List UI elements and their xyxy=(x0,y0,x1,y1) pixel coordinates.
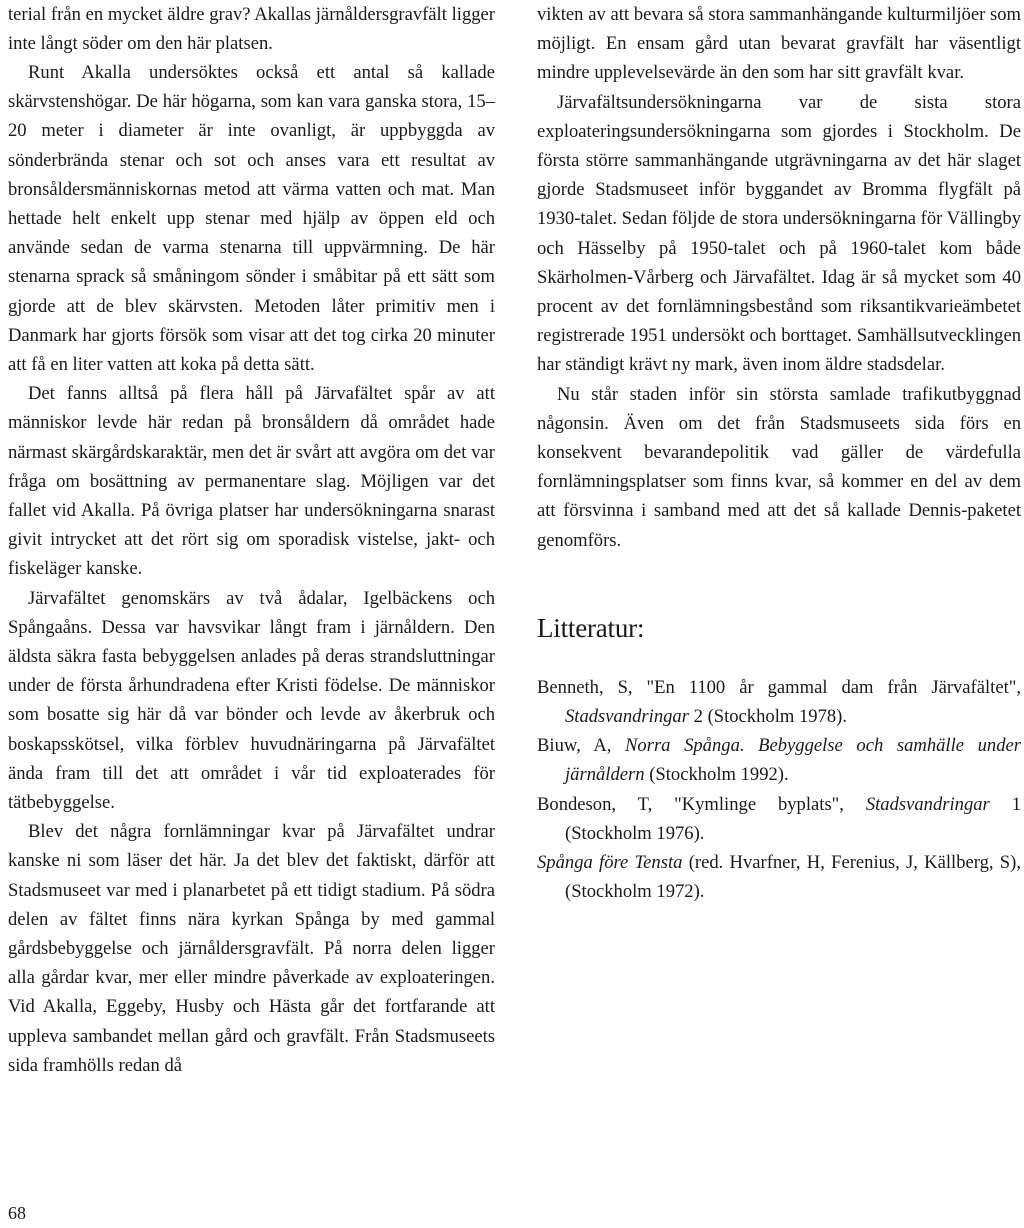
reference-item xyxy=(537,731,1021,789)
paragraph: Järvafältsundersökningarna var de sista stora exploateringsundersökningarna som gjordes i Stockholm. De första större sammanhängande utgrävningarna av det här slaget gjorde Stadsmuseet inför byggandet av Bromma flygfält på 1930-talet. Sedan följde de stora undersökningarna för Vällingby och Hässelby på 1950-talet och på 1960-talet kom både Skärholmen-Vårberg och Järvafältet. Idag är så mycket som 40 procent av det fornlämningsbestånd som riksantikvarieämbetet registrerade 1951 undersökt och borttaget. Samhällsutvecklingen har ständigt krävt ny mark, även inom äldre stadsdelar. xyxy=(537,91,1022,376)
left-column xyxy=(8,0,495,1080)
reference-text: Benneth, S, "En 1100 år gammal dam från Järvafältet", xyxy=(537,676,1021,698)
right-column xyxy=(537,0,1021,906)
reference-text: (Stockholm 1992). xyxy=(644,764,789,786)
paragraph: Runt Akalla undersöktes också ett antal så kallade skärvstenshögar. De här högarna, som kan vara ganska stora, 15–20 meter i diameter är inte ovanligt, är uppbyggda av sönderbrända stenar och sot och anses vara ett resultat av bronsåldersmänniskornas metod att värma vatten och mat. Man hettade helt enkelt upp stenar med hjälp av öppen eld och använde sedan de varma stenarna till uppvärmning. De här stenarna sprack så småningom sönder i småbitar på ett sätt som gjorde att de blev skärvsten. Metoden låter primitiv men i Danmark har gjorts försök som visar att det tog cirka 20 minuter att få en liter vatten att koka på detta sätt. xyxy=(8,61,495,375)
reference-text: 1 (Stockholm 1976). xyxy=(565,793,1021,844)
reference-text: 2 (Stockholm 1978). xyxy=(688,706,848,728)
paragraph: Nu står staden inför sin största samlade trafikutbyggnad någonsin. Även om det från Stadsmuseets sida förs en konsekvent bevarandepolitik vad gäller de värdefulla fornlämningsplatser som finns kvar, så kommer en del av dem att försvinna i samband med att det så kallade Dennis-paketet genomförs. xyxy=(537,383,1021,551)
paragraph: Järvafältet genomskärs av två ådalar, Igelbäckens och Spångaåns. Dessa var havsvikar långt fram i järnåldern. Den äldsta säkra fasta bebyggelsen anlades på deras strandsluttningar under de första århundradena efter Kristi födelse. De människor som bosatte sig här då var bönder och levde av åkerbruk och boskapsskötsel, vilka förblev huvudnäringarna på Järvafältet ända fram till det att området i vår tid exploaterades för tätbebyggelse. xyxy=(8,587,495,813)
reference-list xyxy=(537,673,1021,907)
paragraph: Det fanns alltså på flera håll på Järvafältet spår av att människor levde här redan på bronsåldern då området hade närmast skärgårdskaraktär, men det är svårt att avgöra om det var fråga om bosättning av permanentare slag. Möjligen var det fallet vid Akalla. På övriga platser har undersökningarna snarast givit intrycket att det rört sig om sporadisk vistelse, jakt- och fiskeläger kanske. xyxy=(8,383,495,580)
reference-text: Biuw, A, xyxy=(537,735,626,757)
reference-title: Stadsvandringar xyxy=(565,706,689,728)
reference-text: Bondeson, T, "Kymlinge byplats", xyxy=(537,793,866,815)
paragraph: vikten av att bevara så stora sammanhängande kulturmiljöer som möjligt. En ensam gård utan bevarat gravfält har väsentligt mindre upplevelsevärde än den som har sitt gravfält kvar. xyxy=(537,4,1021,84)
reference-item xyxy=(537,790,1021,848)
reference-item xyxy=(537,848,1021,906)
reference-title: Norra Spånga. Bebyggelse och samhälle under järnåldern xyxy=(565,735,1021,786)
reference-title: Stadsvandringar xyxy=(865,793,990,815)
reference-text: (red. Hvarfner, H, Ferenius, J, Källberg, S), (Stockholm 1972). xyxy=(565,852,1021,903)
page-number: 68 xyxy=(8,1203,26,1223)
paragraph: Blev det några fornlämningar kvar på Järvafältet undrar kanske ni som läser det här. Ja det blev det faktiskt, därför att Stadsmuseet var med i planarbetet på ett tidigt stadium. På södra delen av fältet finns nära kyrkan Spånga by med gammal gårdsbebyggelse och järnåldersgravfält. På norra delen ligger alla gårdar kvar, mer eller mindre påverkade av exploateringen. Vid Akalla, Eggeby, Husby och Hästa går det fortfarande att uppleva sambandet mellan gård och gravfält. Från Stadsmuseets sida framhölls redan då xyxy=(8,821,495,1076)
reference-item xyxy=(537,673,1021,731)
paragraph: terial från en mycket äldre grav? Akallas järnåldersgravfält ligger inte långt söder om den här platsen. xyxy=(8,3,495,54)
reference-title: Spånga före Tensta xyxy=(537,852,683,874)
literature-heading: Litteratur: xyxy=(537,612,645,643)
